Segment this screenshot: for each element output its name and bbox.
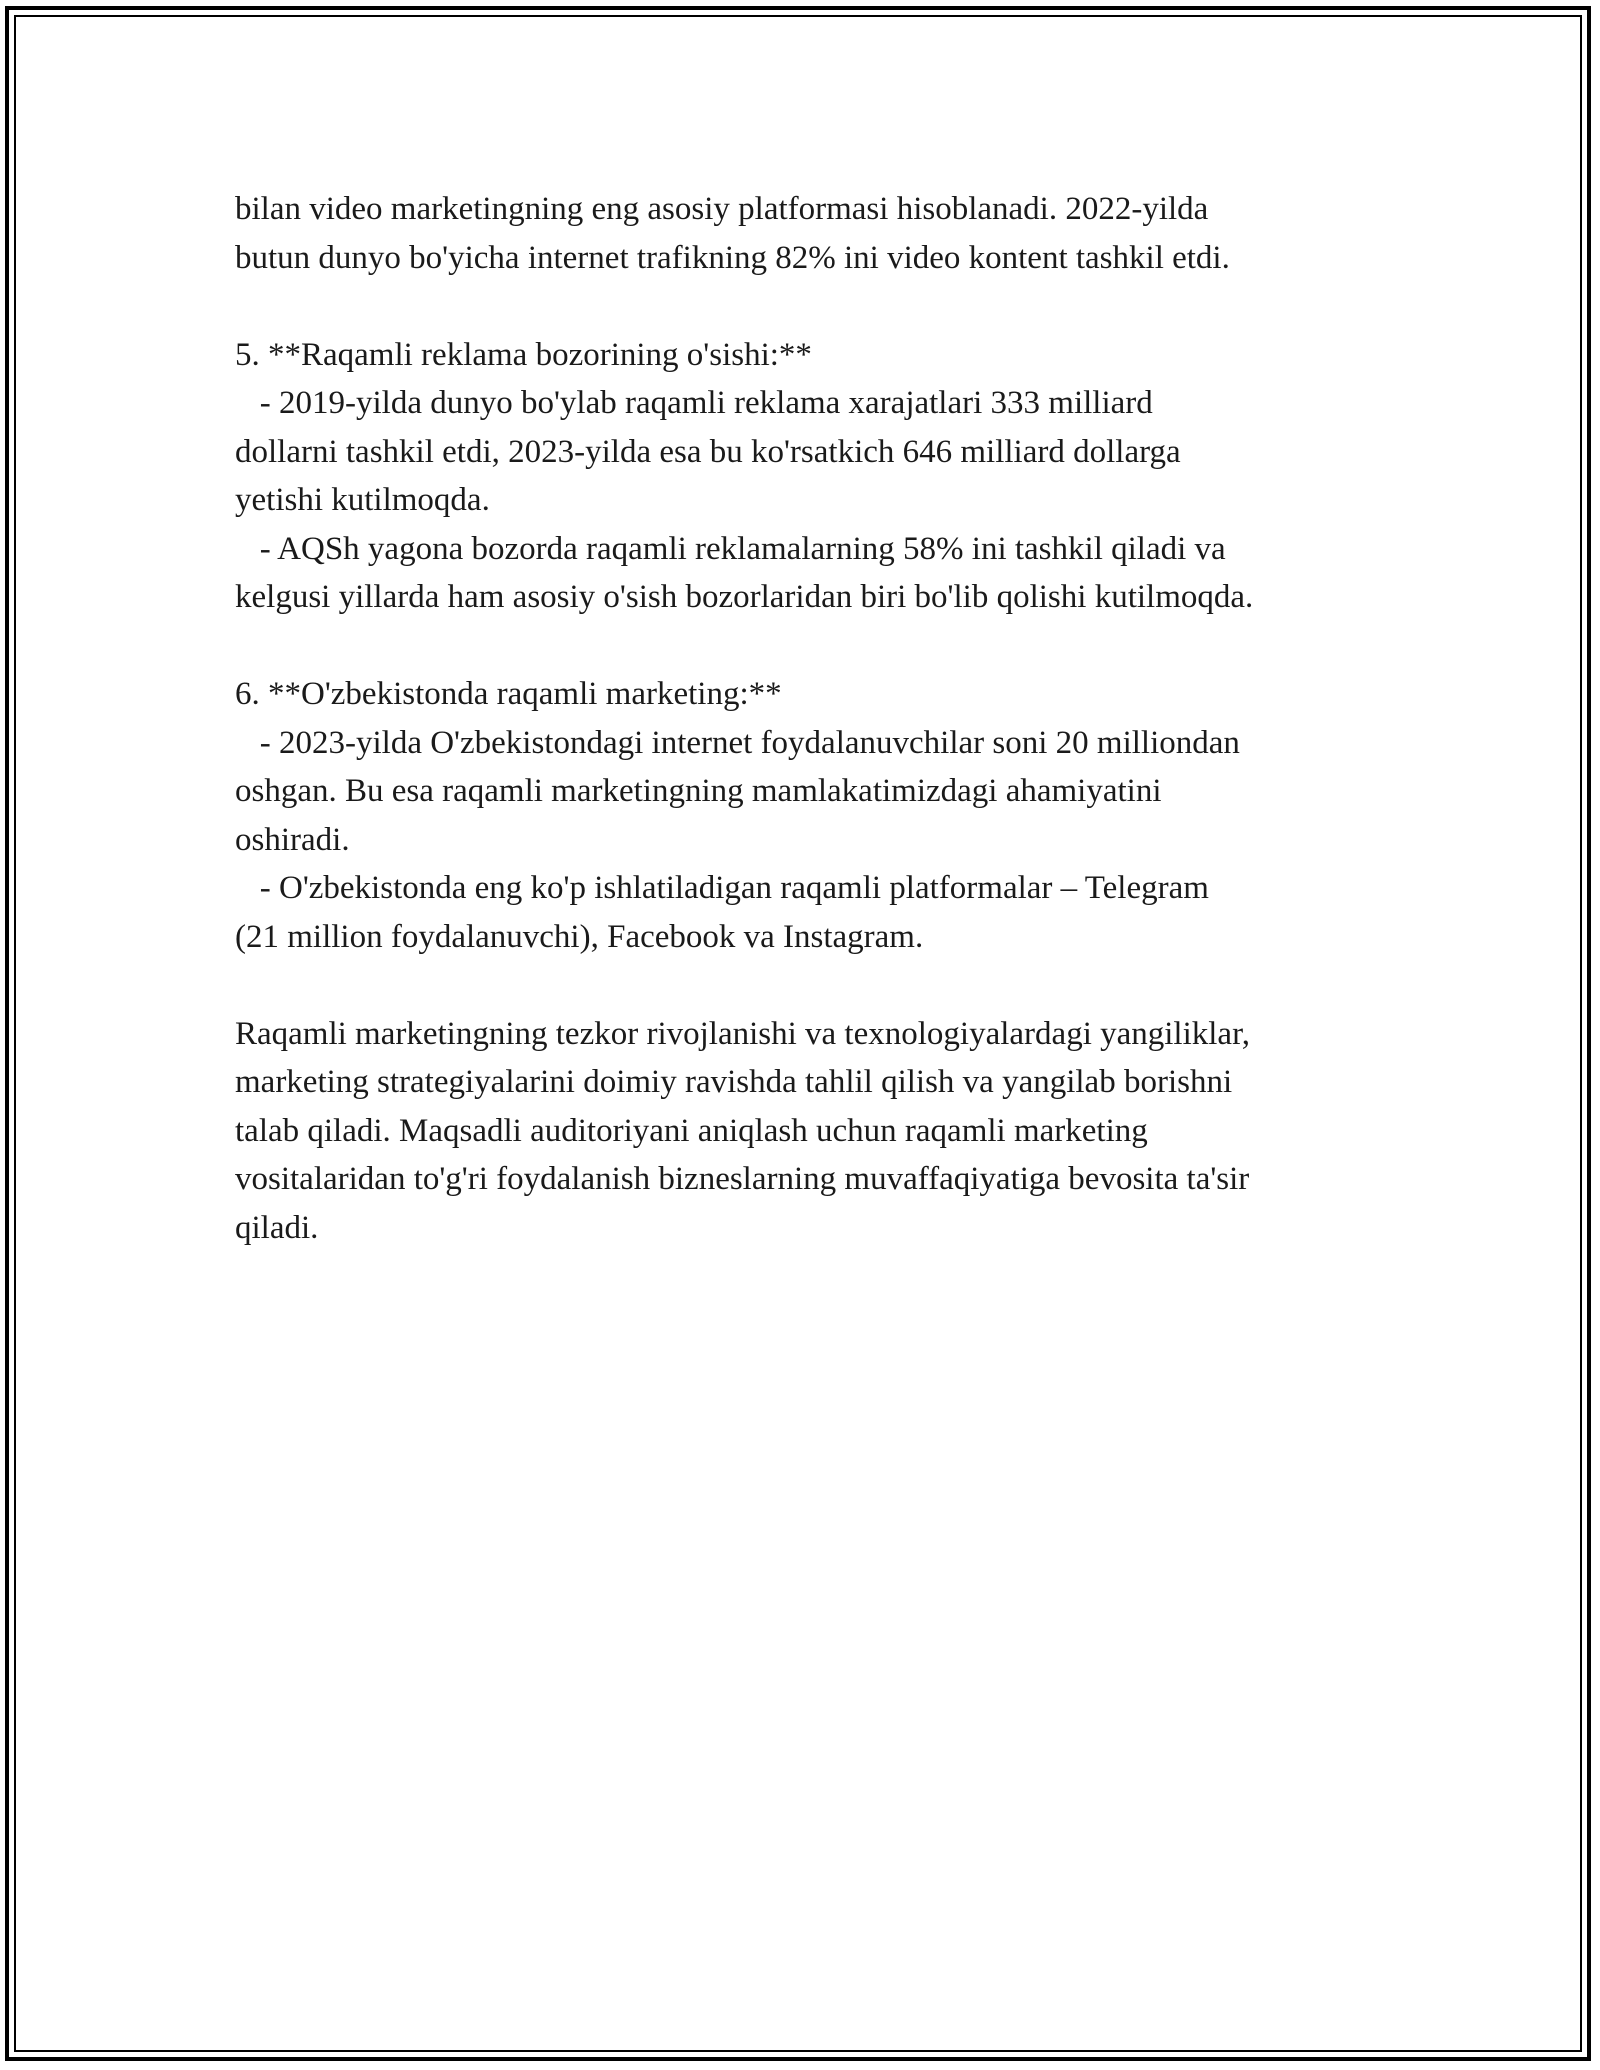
bullet-text: - O'zbekistonda eng ko'p ishlatiladigan raqamli platformalar – Telegram [235,870,1209,906]
section-5-bullet-2-cont: kelgusi yillarda ham asosiy o'sish bozorlaridan biri bo'lib qolishi kutilmoqda. [235,579,1254,615]
section-6-bullet-1-cont: oshgan. Bu esa raqamli marketingning mamlakatimizdagi ahamiyatini [235,773,1162,809]
paragraph-gap [235,282,1395,331]
section-6-bullet-2 [235,864,1395,913]
intro-line: bilan video marketingning eng asosiy platformasi hisoblanadi. 2022-yilda [235,191,1209,227]
bullet-text: - 2023-yilda O'zbekistondagi internet foydalanuvchilar soni 20 milliondan [235,724,1240,761]
section-6-bullet-2-cont: (21 million foydalanuvchi), Facebook va Instagram. [235,918,924,955]
conclusion-line: talab qiladi. Maqsadli auditoriyani aniqlash uchun raqamli marketing [235,1112,1148,1149]
section-5-bullet-1 [235,379,1395,428]
section-5-heading: 5. **Raqamli reklama bozorining o'sishi:** [235,336,812,373]
bullet-text: - AQSh yagona bozorda raqamli reklamalarning 58% ini tashkil qiladi va [235,530,1226,567]
section-5-bullet-1-cont: dollarni tashkil etdi, 2023-yilda esa bu ko'rsatkich 646 milliard dollarga [235,433,1181,470]
section-6-bullet-1 [235,719,1395,768]
paragraph-gap [235,622,1395,671]
section-5-bullet-2 [235,525,1395,574]
intro-line: butun dunyo bo'yicha internet trafikning 82% ini video kontent tashkil etdi. [235,239,1230,276]
section-5-bullet-1-cont: yetishi kutilmoqda. [235,482,490,518]
bullet-text: - 2019-yilda dunyo bo'ylab raqamli reklama xarajatlari 333 milliard [235,385,1153,421]
conclusion-line: qiladi. [235,1209,319,1246]
section-6-bullet-1-cont: oshiradi. [235,821,350,858]
conclusion-line: vositalaridan to'g'ri foydalanish bizneslarning muvaffaqiyatiga bevosita ta'sir [235,1161,1250,1197]
section-6-heading: 6. **O'zbekistonda raqamli marketing:** [235,676,782,712]
paragraph-gap [235,961,1395,1010]
document-body [235,185,1395,1252]
conclusion-line: Raqamli marketingning tezkor rivojlanishi va texnologiyalardagi yangiliklar, [235,1015,1250,1052]
conclusion-line: marketing strategiyalarini doimiy ravishda tahlil qilish va yangilab borishni [235,1064,1233,1100]
